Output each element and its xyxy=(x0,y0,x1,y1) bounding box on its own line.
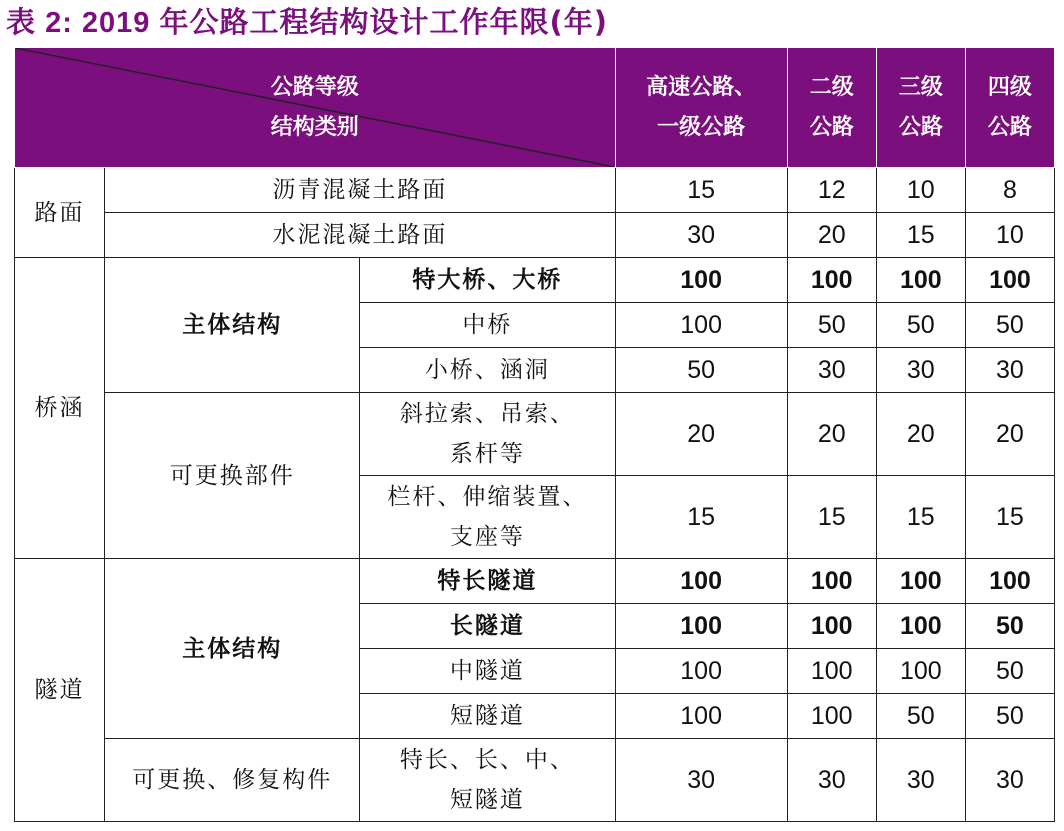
cell: 100 xyxy=(965,258,1054,303)
cell: 50 xyxy=(965,303,1054,348)
cell: 20 xyxy=(876,393,965,476)
cell: 50 xyxy=(876,303,965,348)
table-row xyxy=(15,739,1055,822)
row-label: 栏杆、伸缩装置、 支座等 xyxy=(360,476,615,559)
cell: 30 xyxy=(615,213,787,258)
table-row xyxy=(15,258,1055,303)
cell: 30 xyxy=(876,739,965,822)
cell: 30 xyxy=(965,348,1054,393)
cell: 20 xyxy=(787,393,876,476)
corner-header xyxy=(15,48,616,168)
corner-category-label: 结构类别 xyxy=(270,114,359,140)
cell: 100 xyxy=(965,559,1054,604)
col-header-grade3: 三级 公路 xyxy=(876,48,965,168)
col-header-expressway: 高速公路、 一级公路 xyxy=(615,48,787,168)
row-label: 小桥、涵洞 xyxy=(360,348,615,393)
cell: 100 xyxy=(787,694,876,739)
cell: 15 xyxy=(787,476,876,559)
table-row xyxy=(15,559,1055,604)
table-row xyxy=(15,393,1055,476)
cell: 100 xyxy=(615,559,787,604)
cell: 100 xyxy=(876,649,965,694)
cell: 100 xyxy=(876,604,965,649)
cell: 50 xyxy=(876,694,965,739)
group-road: 路面 xyxy=(15,168,105,258)
cell: 15 xyxy=(876,213,965,258)
cell: 30 xyxy=(787,739,876,822)
cell: 100 xyxy=(615,604,787,649)
corner-grade-label: 公路等级 xyxy=(270,74,359,100)
cell: 20 xyxy=(615,393,787,476)
header-row xyxy=(15,48,1055,168)
cell: 30 xyxy=(787,348,876,393)
cell: 100 xyxy=(615,694,787,739)
cell: 10 xyxy=(965,213,1054,258)
col-header-grade4: 四级 公路 xyxy=(965,48,1054,168)
cell: 12 xyxy=(787,168,876,213)
cell: 8 xyxy=(965,168,1054,213)
cell: 100 xyxy=(787,604,876,649)
service-life-table xyxy=(14,47,1055,822)
row-label: 中隧道 xyxy=(360,649,615,694)
cell: 100 xyxy=(615,258,787,303)
cell: 30 xyxy=(876,348,965,393)
row-label: 短隧道 xyxy=(360,694,615,739)
cell: 15 xyxy=(615,476,787,559)
row-label: 特长、长、中、 短隧道 xyxy=(360,739,615,822)
cell: 100 xyxy=(787,559,876,604)
group-bridge: 桥涵 xyxy=(15,258,105,559)
col-header-grade2: 二级 公路 xyxy=(787,48,876,168)
row-label: 水泥混凝土路面 xyxy=(105,213,615,258)
subgroup-tunnel-main: 主体结构 xyxy=(105,559,360,739)
table-row xyxy=(15,213,1055,258)
row-label: 中桥 xyxy=(360,303,615,348)
cell: 100 xyxy=(876,258,965,303)
cell: 50 xyxy=(787,303,876,348)
subgroup-bridge-main: 主体结构 xyxy=(105,258,360,393)
cell: 30 xyxy=(615,739,787,822)
cell: 100 xyxy=(876,559,965,604)
cell: 10 xyxy=(876,168,965,213)
subgroup-bridge-replace: 可更换部件 xyxy=(105,393,360,559)
cell: 50 xyxy=(615,348,787,393)
table-row xyxy=(15,168,1055,213)
row-label: 特大桥、大桥 xyxy=(360,258,615,303)
table-title: 表 2: 2019 年公路工程结构设计工作年限(年) xyxy=(6,5,609,39)
subgroup-tunnel-replace: 可更换、修复构件 xyxy=(105,739,360,822)
cell: 20 xyxy=(787,213,876,258)
cell: 15 xyxy=(615,168,787,213)
cell: 100 xyxy=(787,649,876,694)
cell: 20 xyxy=(965,393,1054,476)
cell: 100 xyxy=(615,303,787,348)
cell: 100 xyxy=(787,258,876,303)
cell: 50 xyxy=(965,694,1054,739)
row-label: 斜拉索、吊索、 系杆等 xyxy=(360,393,615,476)
cell: 50 xyxy=(965,649,1054,694)
cell: 100 xyxy=(615,649,787,694)
cell: 50 xyxy=(965,604,1054,649)
row-label: 特长隧道 xyxy=(360,559,615,604)
row-label: 沥青混凝土路面 xyxy=(105,168,615,213)
cell: 15 xyxy=(965,476,1054,559)
row-label: 长隧道 xyxy=(360,604,615,649)
cell: 30 xyxy=(965,739,1054,822)
group-tunnel: 隧道 xyxy=(15,559,105,822)
cell: 15 xyxy=(876,476,965,559)
